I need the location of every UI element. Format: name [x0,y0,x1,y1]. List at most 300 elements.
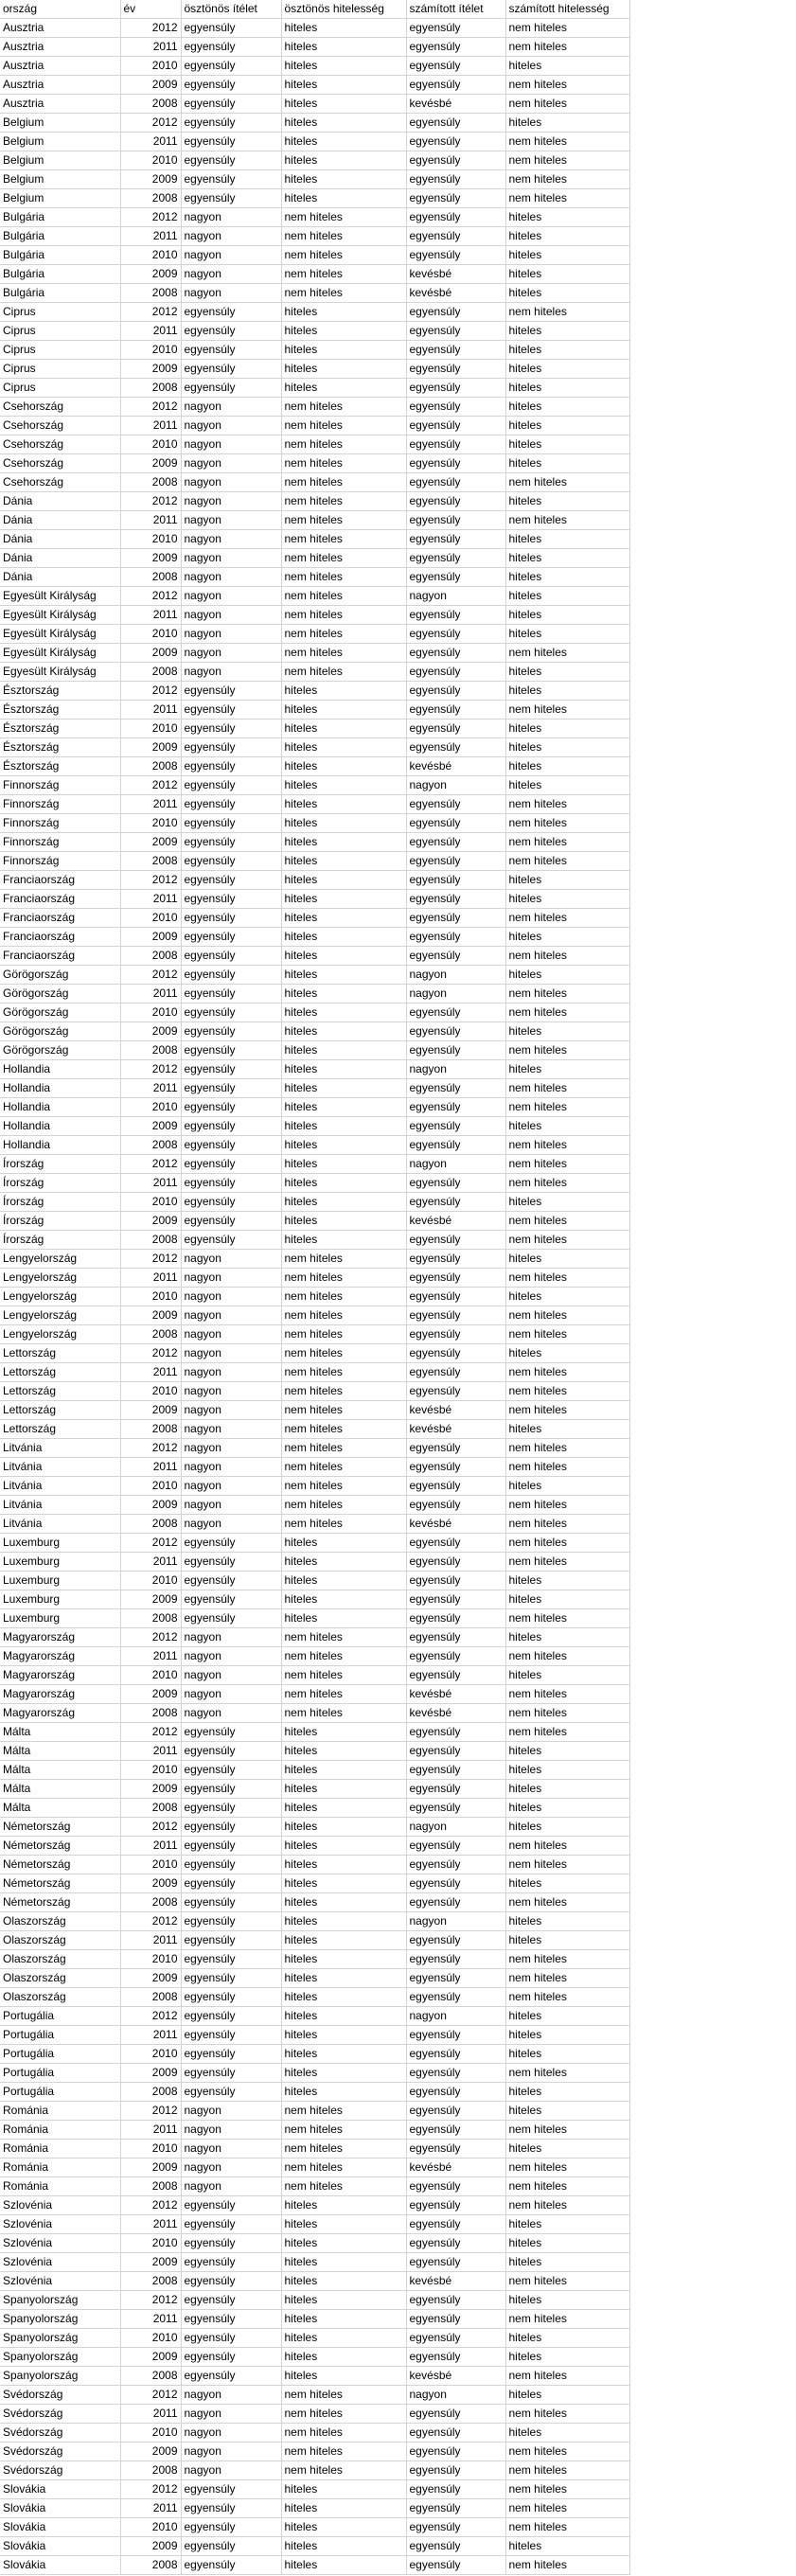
calculated-judgment-cell[interactable]: egyensúly [406,2405,505,2424]
calculated-credibility-cell[interactable]: nem hiteles [505,2556,629,2575]
country-cell[interactable]: Belgium [0,133,120,151]
calculated-judgment-cell[interactable]: egyensúly [406,1004,505,1022]
instinctive-credibility-cell[interactable]: hiteles [281,2499,406,2518]
instinctive-credibility-cell[interactable]: nem hiteles [281,398,406,417]
instinctive-credibility-cell[interactable]: hiteles [281,303,406,322]
instinctive-judgment-cell[interactable]: egyensúly [181,947,281,966]
instinctive-judgment-cell[interactable]: egyensúly [181,757,281,776]
year-cell[interactable]: 2011 [120,606,181,625]
instinctive-credibility-cell[interactable]: nem hiteles [281,606,406,625]
country-cell[interactable]: Magyarország [0,1647,120,1666]
year-cell[interactable]: 2011 [120,1363,181,1382]
country-cell[interactable]: Bulgária [0,265,120,284]
year-cell[interactable]: 2011 [120,2310,181,2329]
calculated-judgment-cell[interactable]: egyensúly [406,1628,505,1647]
year-cell[interactable]: 2009 [120,1306,181,1325]
calculated-judgment-cell[interactable]: egyensúly [406,1231,505,1250]
country-cell[interactable]: Ciprus [0,341,120,360]
calculated-credibility-cell[interactable]: hiteles [505,1117,629,1136]
calculated-credibility-cell[interactable]: nem hiteles [505,1401,629,1420]
calculated-credibility-cell[interactable]: nem hiteles [505,814,629,833]
year-cell[interactable]: 2008 [120,852,181,871]
calculated-credibility-cell[interactable]: hiteles [505,435,629,454]
calculated-credibility-cell[interactable]: nem hiteles [505,19,629,38]
instinctive-judgment-cell[interactable]: egyensúly [181,1799,281,1818]
instinctive-credibility-cell[interactable]: nem hiteles [281,492,406,511]
country-cell[interactable]: Franciaország [0,947,120,966]
calculated-judgment-cell[interactable]: egyensúly [406,1761,505,1780]
country-cell[interactable]: Ausztria [0,19,120,38]
instinctive-judgment-cell[interactable]: egyensúly [181,2556,281,2575]
year-cell[interactable]: 2008 [120,379,181,398]
instinctive-credibility-cell[interactable]: nem hiteles [281,454,406,473]
year-cell[interactable]: 2011 [120,1458,181,1477]
header-cell-country[interactable]: ország [0,0,120,19]
instinctive-judgment-cell[interactable]: nagyon [181,1515,281,1534]
calculated-credibility-cell[interactable]: hiteles [505,322,629,341]
year-cell[interactable]: 2008 [120,947,181,966]
calculated-judgment-cell[interactable]: egyensúly [406,947,505,966]
country-cell[interactable]: Lengyelország [0,1325,120,1344]
instinctive-judgment-cell[interactable]: egyensúly [181,909,281,928]
year-cell[interactable]: 2009 [120,265,181,284]
instinctive-credibility-cell[interactable]: hiteles [281,1780,406,1799]
calculated-credibility-cell[interactable]: hiteles [505,757,629,776]
calculated-credibility-cell[interactable]: hiteles [505,1931,629,1950]
year-cell[interactable]: 2012 [120,587,181,606]
calculated-credibility-cell[interactable]: nem hiteles [505,2518,629,2537]
calculated-credibility-cell[interactable]: hiteles [505,587,629,606]
country-cell[interactable]: Portugália [0,2026,120,2045]
country-cell[interactable]: Olaszország [0,1912,120,1931]
instinctive-judgment-cell[interactable]: egyensúly [181,738,281,757]
instinctive-credibility-cell[interactable]: hiteles [281,1098,406,1117]
country-cell[interactable]: Lengyelország [0,1306,120,1325]
calculated-judgment-cell[interactable]: egyensúly [406,1382,505,1401]
instinctive-judgment-cell[interactable]: egyensúly [181,1022,281,1041]
calculated-judgment-cell[interactable]: egyensúly [406,625,505,644]
calculated-credibility-cell[interactable]: nem hiteles [505,2367,629,2386]
calculated-credibility-cell[interactable]: nem hiteles [505,1837,629,1856]
year-cell[interactable]: 2008 [120,284,181,303]
calculated-judgment-cell[interactable]: egyensúly [406,2537,505,2556]
country-cell[interactable]: Szlovénia [0,2253,120,2272]
calculated-credibility-cell[interactable]: hiteles [505,1761,629,1780]
country-cell[interactable]: Szlovénia [0,2196,120,2215]
calculated-credibility-cell[interactable]: nem hiteles [505,2177,629,2196]
calculated-judgment-cell[interactable]: kevésbé [406,757,505,776]
country-cell[interactable]: Magyarország [0,1704,120,1723]
instinctive-credibility-cell[interactable]: hiteles [281,133,406,151]
instinctive-credibility-cell[interactable]: hiteles [281,151,406,170]
calculated-judgment-cell[interactable]: egyensúly [406,1098,505,1117]
calculated-judgment-cell[interactable]: egyensúly [406,1572,505,1590]
calculated-credibility-cell[interactable]: nem hiteles [505,1515,629,1534]
instinctive-judgment-cell[interactable]: nagyon [181,2461,281,2480]
header-cell-calculated-credibility[interactable]: számított hitelesség [505,0,629,19]
year-cell[interactable]: 2010 [120,57,181,76]
calculated-credibility-cell[interactable]: nem hiteles [505,644,629,663]
instinctive-credibility-cell[interactable]: nem hiteles [281,1325,406,1344]
instinctive-credibility-cell[interactable]: hiteles [281,757,406,776]
instinctive-credibility-cell[interactable]: hiteles [281,852,406,871]
year-cell[interactable]: 2011 [120,1174,181,1193]
calculated-judgment-cell[interactable]: egyensúly [406,379,505,398]
instinctive-credibility-cell[interactable]: hiteles [281,1041,406,1060]
instinctive-credibility-cell[interactable]: hiteles [281,1060,406,1079]
instinctive-judgment-cell[interactable]: egyensúly [181,38,281,57]
instinctive-judgment-cell[interactable]: egyensúly [181,1553,281,1572]
calculated-judgment-cell[interactable]: egyensúly [406,1742,505,1761]
calculated-judgment-cell[interactable]: egyensúly [406,909,505,928]
instinctive-credibility-cell[interactable]: hiteles [281,1837,406,1856]
calculated-judgment-cell[interactable]: kevésbé [406,2367,505,2386]
year-cell[interactable]: 2009 [120,1496,181,1515]
year-cell[interactable]: 2010 [120,1572,181,1590]
country-cell[interactable]: Észtország [0,682,120,701]
instinctive-judgment-cell[interactable]: egyensúly [181,1041,281,1060]
year-cell[interactable]: 2010 [120,435,181,454]
instinctive-credibility-cell[interactable]: hiteles [281,1742,406,1761]
instinctive-credibility-cell[interactable]: nem hiteles [281,1250,406,1269]
year-cell[interactable]: 2012 [120,1912,181,1931]
calculated-judgment-cell[interactable]: egyensúly [406,1079,505,1098]
calculated-judgment-cell[interactable]: nagyon [406,2007,505,2026]
calculated-credibility-cell[interactable]: hiteles [505,208,629,227]
instinctive-credibility-cell[interactable]: hiteles [281,2329,406,2348]
instinctive-judgment-cell[interactable]: egyensúly [181,360,281,379]
country-cell[interactable]: Írország [0,1212,120,1231]
calculated-credibility-cell[interactable]: hiteles [505,1742,629,1761]
calculated-judgment-cell[interactable]: egyensúly [406,928,505,947]
calculated-judgment-cell[interactable]: egyensúly [406,2253,505,2272]
year-cell[interactable]: 2012 [120,398,181,417]
instinctive-judgment-cell[interactable]: egyensúly [181,1912,281,1931]
year-cell[interactable]: 2010 [120,1382,181,1401]
instinctive-judgment-cell[interactable]: egyensúly [181,2537,281,2556]
instinctive-judgment-cell[interactable]: nagyon [181,2140,281,2159]
year-cell[interactable]: 2009 [120,1590,181,1609]
year-cell[interactable]: 2008 [120,1515,181,1534]
calculated-judgment-cell[interactable]: egyensúly [406,1874,505,1893]
instinctive-credibility-cell[interactable]: hiteles [281,1723,406,1742]
country-cell[interactable]: Finnország [0,833,120,852]
year-cell[interactable]: 2010 [120,2234,181,2253]
calculated-credibility-cell[interactable]: hiteles [505,682,629,701]
instinctive-credibility-cell[interactable]: hiteles [281,2045,406,2064]
instinctive-credibility-cell[interactable]: hiteles [281,720,406,738]
instinctive-credibility-cell[interactable]: nem hiteles [281,1344,406,1363]
calculated-credibility-cell[interactable]: nem hiteles [505,189,629,208]
calculated-credibility-cell[interactable]: nem hiteles [505,2443,629,2461]
country-cell[interactable]: Luxemburg [0,1572,120,1590]
calculated-credibility-cell[interactable]: hiteles [505,2007,629,2026]
country-cell[interactable]: Luxemburg [0,1534,120,1553]
country-cell[interactable]: Olaszország [0,1950,120,1969]
instinctive-credibility-cell[interactable]: nem hiteles [281,1382,406,1401]
country-cell[interactable]: Románia [0,2121,120,2140]
country-cell[interactable]: Ciprus [0,379,120,398]
year-cell[interactable]: 2010 [120,2424,181,2443]
instinctive-credibility-cell[interactable]: nem hiteles [281,644,406,663]
calculated-credibility-cell[interactable]: nem hiteles [505,1988,629,2007]
instinctive-credibility-cell[interactable]: hiteles [281,2083,406,2102]
instinctive-credibility-cell[interactable]: hiteles [281,1117,406,1136]
calculated-judgment-cell[interactable]: kevésbé [406,1704,505,1723]
country-cell[interactable]: Görögország [0,985,120,1004]
country-cell[interactable]: Észtország [0,720,120,738]
calculated-judgment-cell[interactable]: egyensúly [406,2102,505,2121]
instinctive-judgment-cell[interactable]: egyensúly [181,1572,281,1590]
country-cell[interactable]: Németország [0,1893,120,1912]
calculated-judgment-cell[interactable]: egyensúly [406,1496,505,1515]
instinctive-credibility-cell[interactable]: hiteles [281,341,406,360]
calculated-credibility-cell[interactable]: hiteles [505,2026,629,2045]
country-cell[interactable]: Svédország [0,2386,120,2405]
instinctive-credibility-cell[interactable]: hiteles [281,776,406,795]
calculated-credibility-cell[interactable]: nem hiteles [505,1969,629,1988]
country-cell[interactable]: Olaszország [0,1988,120,2007]
year-cell[interactable]: 2008 [120,1704,181,1723]
year-cell[interactable]: 2011 [120,1647,181,1666]
country-cell[interactable]: Finnország [0,776,120,795]
year-cell[interactable]: 2008 [120,95,181,114]
calculated-credibility-cell[interactable]: hiteles [505,663,629,682]
instinctive-credibility-cell[interactable]: nem hiteles [281,1628,406,1647]
year-cell[interactable]: 2010 [120,814,181,833]
instinctive-judgment-cell[interactable]: egyensúly [181,814,281,833]
calculated-judgment-cell[interactable]: egyensúly [406,833,505,852]
header-cell-calculated-judgment[interactable]: számított ítélet [406,0,505,19]
instinctive-credibility-cell[interactable]: nem hiteles [281,568,406,587]
instinctive-judgment-cell[interactable]: egyensúly [181,2045,281,2064]
instinctive-judgment-cell[interactable]: egyensúly [181,76,281,95]
calculated-judgment-cell[interactable]: egyensúly [406,133,505,151]
calculated-credibility-cell[interactable]: nem hiteles [505,38,629,57]
instinctive-judgment-cell[interactable]: egyensúly [181,1212,281,1231]
instinctive-judgment-cell[interactable]: nagyon [181,2121,281,2140]
calculated-credibility-cell[interactable]: hiteles [505,227,629,246]
calculated-credibility-cell[interactable]: hiteles [505,549,629,568]
instinctive-credibility-cell[interactable]: hiteles [281,2291,406,2310]
instinctive-judgment-cell[interactable]: nagyon [181,2102,281,2121]
year-cell[interactable]: 2008 [120,1136,181,1155]
calculated-credibility-cell[interactable]: hiteles [505,57,629,76]
instinctive-judgment-cell[interactable]: egyensúly [181,1193,281,1212]
year-cell[interactable]: 2010 [120,1950,181,1969]
country-cell[interactable]: Észtország [0,738,120,757]
instinctive-credibility-cell[interactable]: hiteles [281,2518,406,2537]
calculated-credibility-cell[interactable]: hiteles [505,2253,629,2272]
calculated-credibility-cell[interactable]: hiteles [505,776,629,795]
calculated-credibility-cell[interactable]: nem hiteles [505,1553,629,1572]
year-cell[interactable]: 2011 [120,1837,181,1856]
country-cell[interactable]: Hollandia [0,1136,120,1155]
instinctive-credibility-cell[interactable]: nem hiteles [281,1704,406,1723]
year-cell[interactable]: 2008 [120,663,181,682]
instinctive-judgment-cell[interactable]: nagyon [181,1269,281,1288]
calculated-credibility-cell[interactable]: hiteles [505,2083,629,2102]
instinctive-credibility-cell[interactable]: nem hiteles [281,511,406,530]
calculated-judgment-cell[interactable]: egyensúly [406,2518,505,2537]
calculated-judgment-cell[interactable]: egyensúly [406,2026,505,2045]
instinctive-credibility-cell[interactable]: nem hiteles [281,2405,406,2424]
calculated-judgment-cell[interactable]: egyensúly [406,1780,505,1799]
year-cell[interactable]: 2009 [120,1401,181,1420]
calculated-credibility-cell[interactable]: hiteles [505,2215,629,2234]
calculated-judgment-cell[interactable]: nagyon [406,587,505,606]
instinctive-judgment-cell[interactable]: egyensúly [181,2234,281,2253]
calculated-credibility-cell[interactable]: hiteles [505,379,629,398]
calculated-credibility-cell[interactable]: nem hiteles [505,2405,629,2424]
country-cell[interactable]: Lettország [0,1344,120,1363]
year-cell[interactable]: 2009 [120,1969,181,1988]
instinctive-judgment-cell[interactable]: nagyon [181,1496,281,1515]
country-cell[interactable]: Svédország [0,2424,120,2443]
instinctive-judgment-cell[interactable]: nagyon [181,246,281,265]
instinctive-judgment-cell[interactable]: nagyon [181,1401,281,1420]
calculated-judgment-cell[interactable]: kevésbé [406,2272,505,2291]
country-cell[interactable]: Portugália [0,2045,120,2064]
calculated-judgment-cell[interactable]: egyensúly [406,1363,505,1382]
instinctive-credibility-cell[interactable]: hiteles [281,2556,406,2575]
year-cell[interactable]: 2012 [120,1250,181,1269]
country-cell[interactable]: Bulgária [0,208,120,227]
calculated-credibility-cell[interactable]: hiteles [505,341,629,360]
year-cell[interactable]: 2012 [120,1723,181,1742]
instinctive-judgment-cell[interactable]: nagyon [181,454,281,473]
calculated-credibility-cell[interactable]: hiteles [505,1572,629,1590]
calculated-judgment-cell[interactable]: egyensúly [406,2215,505,2234]
calculated-judgment-cell[interactable]: kevésbé [406,1515,505,1534]
calculated-judgment-cell[interactable]: egyensúly [406,1041,505,1060]
calculated-judgment-cell[interactable]: egyensúly [406,435,505,454]
year-cell[interactable]: 2009 [120,1874,181,1893]
country-cell[interactable]: Bulgária [0,284,120,303]
instinctive-credibility-cell[interactable]: nem hiteles [281,2424,406,2443]
instinctive-judgment-cell[interactable]: nagyon [181,587,281,606]
instinctive-credibility-cell[interactable]: hiteles [281,1136,406,1155]
calculated-credibility-cell[interactable]: nem hiteles [505,95,629,114]
calculated-judgment-cell[interactable]: egyensúly [406,1856,505,1874]
calculated-credibility-cell[interactable]: hiteles [505,2424,629,2443]
instinctive-credibility-cell[interactable]: hiteles [281,1856,406,1874]
calculated-credibility-cell[interactable]: nem hiteles [505,985,629,1004]
calculated-judgment-cell[interactable]: egyensúly [406,720,505,738]
calculated-credibility-cell[interactable]: hiteles [505,2386,629,2405]
instinctive-judgment-cell[interactable]: nagyon [181,492,281,511]
instinctive-judgment-cell[interactable]: egyensúly [181,2083,281,2102]
year-cell[interactable]: 2010 [120,1477,181,1496]
country-cell[interactable]: Németország [0,1818,120,1837]
instinctive-judgment-cell[interactable]: egyensúly [181,2026,281,2045]
year-cell[interactable]: 2009 [120,2443,181,2461]
country-cell[interactable]: Slovákia [0,2499,120,2518]
instinctive-credibility-cell[interactable]: hiteles [281,1609,406,1628]
instinctive-credibility-cell[interactable]: hiteles [281,947,406,966]
year-cell[interactable]: 2010 [120,625,181,644]
calculated-credibility-cell[interactable]: nem hiteles [505,1212,629,1231]
instinctive-judgment-cell[interactable]: nagyon [181,2424,281,2443]
country-cell[interactable]: Svédország [0,2405,120,2424]
instinctive-credibility-cell[interactable]: nem hiteles [281,265,406,284]
calculated-judgment-cell[interactable]: egyensúly [406,2480,505,2499]
instinctive-credibility-cell[interactable]: hiteles [281,95,406,114]
instinctive-credibility-cell[interactable]: hiteles [281,928,406,947]
instinctive-credibility-cell[interactable]: hiteles [281,76,406,95]
instinctive-credibility-cell[interactable]: hiteles [281,1004,406,1022]
calculated-judgment-cell[interactable]: egyensúly [406,814,505,833]
calculated-credibility-cell[interactable]: hiteles [505,928,629,947]
calculated-judgment-cell[interactable]: egyensúly [406,606,505,625]
country-cell[interactable]: Portugália [0,2083,120,2102]
year-cell[interactable]: 2012 [120,682,181,701]
calculated-judgment-cell[interactable]: egyensúly [406,2461,505,2480]
instinctive-judgment-cell[interactable]: nagyon [181,1628,281,1647]
calculated-credibility-cell[interactable]: hiteles [505,1666,629,1685]
instinctive-credibility-cell[interactable]: hiteles [281,1079,406,1098]
year-cell[interactable]: 2010 [120,2329,181,2348]
calculated-judgment-cell[interactable]: egyensúly [406,246,505,265]
year-cell[interactable]: 2011 [120,1079,181,1098]
country-cell[interactable]: Ausztria [0,95,120,114]
calculated-credibility-cell[interactable]: nem hiteles [505,1306,629,1325]
instinctive-judgment-cell[interactable]: nagyon [181,2177,281,2196]
instinctive-judgment-cell[interactable]: nagyon [181,644,281,663]
country-cell[interactable]: Slovákia [0,2480,120,2499]
instinctive-credibility-cell[interactable]: hiteles [281,2026,406,2045]
country-cell[interactable]: Románia [0,2140,120,2159]
calculated-judgment-cell[interactable]: egyensúly [406,341,505,360]
country-cell[interactable]: Csehország [0,417,120,435]
calculated-credibility-cell[interactable]: nem hiteles [505,2064,629,2083]
year-cell[interactable]: 2010 [120,1193,181,1212]
calculated-credibility-cell[interactable]: nem hiteles [505,833,629,852]
instinctive-credibility-cell[interactable]: nem hiteles [281,1420,406,1439]
calculated-judgment-cell[interactable]: egyensúly [406,1969,505,1988]
year-cell[interactable]: 2008 [120,2461,181,2480]
calculated-credibility-cell[interactable]: hiteles [505,1022,629,1041]
year-cell[interactable]: 2011 [120,511,181,530]
country-cell[interactable]: Lettország [0,1363,120,1382]
instinctive-judgment-cell[interactable]: egyensúly [181,341,281,360]
instinctive-credibility-cell[interactable]: nem hiteles [281,2443,406,2461]
year-cell[interactable]: 2009 [120,76,181,95]
instinctive-judgment-cell[interactable]: egyensúly [181,2329,281,2348]
country-cell[interactable]: Litvánia [0,1496,120,1515]
instinctive-credibility-cell[interactable]: hiteles [281,2310,406,2329]
calculated-credibility-cell[interactable]: nem hiteles [505,1950,629,1969]
country-cell[interactable]: Litvánia [0,1458,120,1477]
country-cell[interactable]: Hollandia [0,1060,120,1079]
country-cell[interactable]: Olaszország [0,1931,120,1950]
calculated-judgment-cell[interactable]: egyensúly [406,417,505,435]
calculated-credibility-cell[interactable]: nem hiteles [505,1609,629,1628]
country-cell[interactable]: Svédország [0,2443,120,2461]
instinctive-judgment-cell[interactable]: egyensúly [181,379,281,398]
calculated-judgment-cell[interactable]: egyensúly [406,2291,505,2310]
instinctive-credibility-cell[interactable]: hiteles [281,814,406,833]
year-cell[interactable]: 2009 [120,454,181,473]
calculated-credibility-cell[interactable]: hiteles [505,360,629,379]
country-cell[interactable]: Slovákia [0,2537,120,2556]
calculated-credibility-cell[interactable]: nem hiteles [505,2461,629,2480]
instinctive-credibility-cell[interactable]: nem hiteles [281,417,406,435]
calculated-credibility-cell[interactable]: hiteles [505,1060,629,1079]
calculated-judgment-cell[interactable]: egyensúly [406,1837,505,1856]
country-cell[interactable]: Írország [0,1193,120,1212]
country-cell[interactable]: Írország [0,1231,120,1250]
